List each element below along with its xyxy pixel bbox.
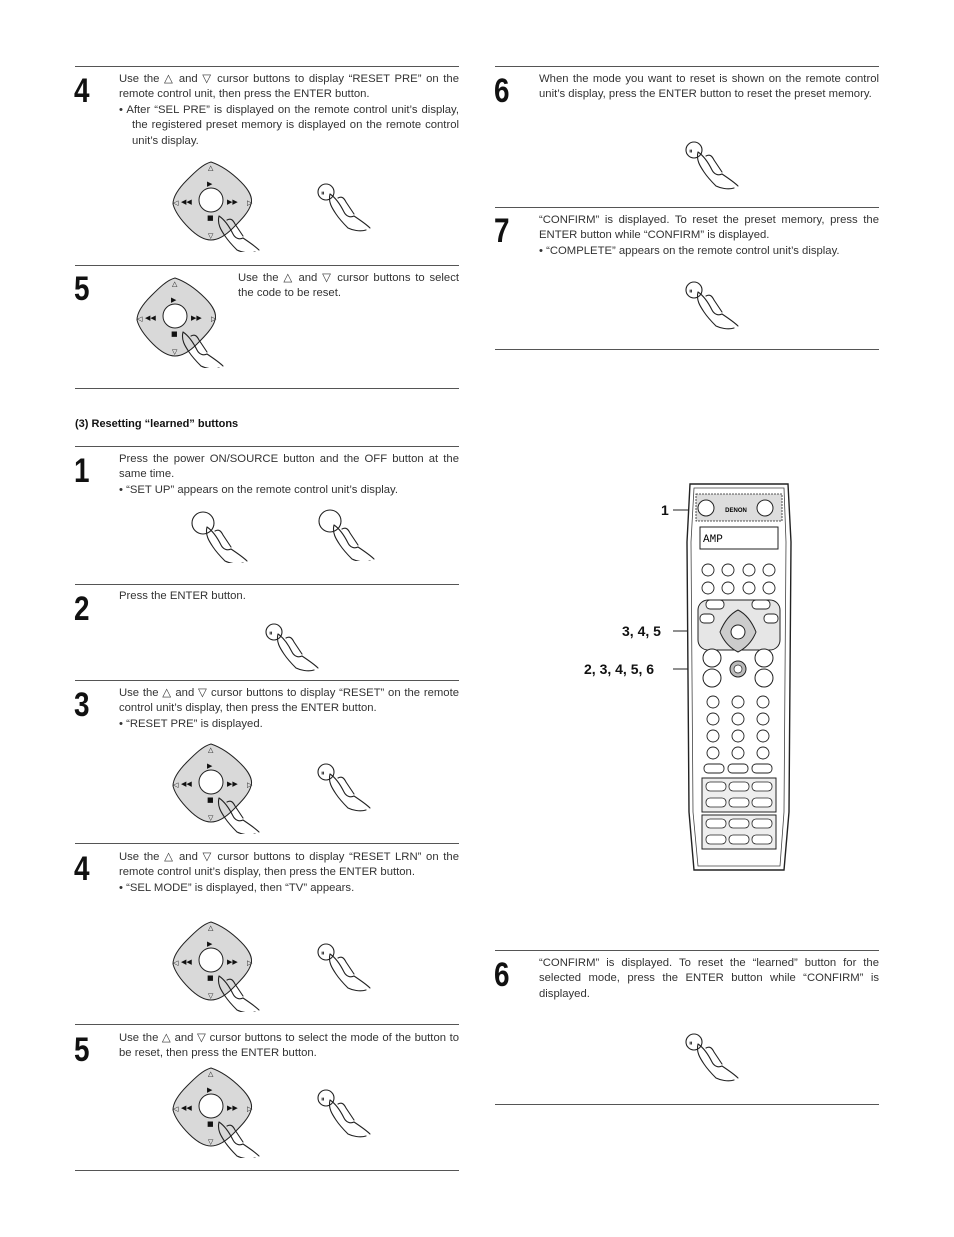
step-number: 4 — [74, 850, 90, 888]
svg-text:△: △ — [172, 280, 178, 288]
finger-press-icon — [329, 194, 370, 231]
enter-button-icon — [316, 762, 376, 819]
svg-text:◁: ◁ — [173, 1105, 179, 1113]
step-number: 5 — [74, 270, 90, 308]
finger-press-icon — [329, 1100, 370, 1137]
step-bullet: • “RESET PRE” is displayed. — [119, 717, 263, 730]
svg-text:⏸: ⏸ — [321, 769, 325, 777]
step-number: 6 — [494, 72, 510, 110]
svg-text:▽: ▽ — [208, 992, 214, 1000]
step-text — [238, 271, 459, 302]
svg-text:◀◀: ◀◀ — [181, 780, 192, 788]
svg-text:⏸: ⏸ — [321, 1095, 325, 1103]
cursor-pad-icon — [171, 742, 261, 839]
svg-text:▷: ▷ — [211, 315, 217, 323]
svg-text:△: △ — [208, 164, 214, 172]
step-instruction: Use the △ and ▽ cursor buttons to display “RESET PRE” on the remote control unit, then press the ENTER button. — [119, 73, 459, 101]
svg-text:▽: ▽ — [172, 348, 178, 356]
step-instruction: “CONFIRM” is displayed. To reset the preset memory, press the ENTER button while “CONFIRM” is displayed. — [539, 214, 879, 242]
cursor-pad-icon — [135, 276, 225, 373]
step-instruction: Use the △ and ▽ cursor buttons to select the code to be reset. — [238, 272, 459, 300]
callout-label: 1 — [661, 502, 669, 518]
svg-text:⏸: ⏸ — [269, 629, 273, 637]
step-instruction: “CONFIRM” is displayed. To reset the “learned” button for the selected mode, press the ENTER button while “CONFIRM” is displayed. — [539, 957, 879, 1000]
step-text — [119, 850, 459, 896]
svg-text:■: ■ — [207, 1120, 214, 1128]
svg-text:△: △ — [208, 924, 214, 932]
svg-text:◀◀: ◀◀ — [145, 314, 156, 322]
svg-text:▽: ▽ — [208, 1138, 214, 1146]
enter-button-icon — [316, 182, 376, 239]
callout-label: 2, 3, 4, 5, 6 — [584, 661, 655, 677]
finger-press-icon — [697, 152, 738, 189]
power-button-icon — [191, 511, 251, 568]
step-number: 1 — [74, 452, 90, 490]
step-text — [119, 686, 459, 732]
svg-text:■: ■ — [207, 214, 214, 222]
svg-text:⏸: ⏸ — [321, 949, 325, 957]
finger-press-icon — [277, 634, 318, 671]
step-text — [119, 72, 459, 149]
svg-text:▽: ▽ — [208, 232, 214, 240]
svg-text:▶: ▶ — [207, 180, 213, 188]
svg-text:■: ■ — [171, 330, 178, 338]
finger-press-icon — [697, 1044, 738, 1081]
svg-text:⏸: ⏸ — [689, 1039, 693, 1047]
svg-text:■: ■ — [207, 974, 214, 982]
svg-text:◁: ◁ — [173, 781, 179, 789]
enter-button-icon — [316, 942, 376, 999]
section-title: (3) Resetting “learned” buttons — [75, 418, 239, 430]
finger-press-icon — [329, 954, 370, 991]
svg-text:▶▶: ▶▶ — [227, 780, 238, 788]
cursor-pad-icon — [171, 920, 261, 1017]
svg-text:◀◀: ◀◀ — [181, 1104, 192, 1112]
enter-button-icon — [316, 1088, 376, 1145]
svg-text:◁: ◁ — [137, 315, 143, 323]
cursor-pad-icon — [171, 160, 261, 257]
svg-text:▷: ▷ — [247, 781, 253, 789]
callout-label: 3, 4, 5 — [622, 623, 661, 639]
enter-button-icon — [684, 280, 744, 337]
svg-text:▶▶: ▶▶ — [191, 314, 202, 322]
step-instruction: Use the △ and ▽ cursor buttons to display “RESET” on the remote control unit’s display, then press the ENTER button. — [119, 687, 459, 715]
svg-text:△: △ — [208, 746, 214, 754]
svg-text:▶▶: ▶▶ — [227, 1104, 238, 1112]
svg-text:▶: ▶ — [207, 1086, 213, 1094]
svg-text:■: ■ — [207, 796, 214, 804]
step-bullet: • “COMPLETE” appears on the remote control unit’s display. — [539, 244, 840, 257]
svg-text:⏸: ⏸ — [689, 287, 693, 295]
svg-text:▶▶: ▶▶ — [227, 958, 238, 966]
svg-text:◁: ◁ — [173, 959, 179, 967]
finger-press-icon — [697, 292, 738, 329]
svg-text:▷: ▷ — [247, 1105, 253, 1113]
step-number: 3 — [74, 686, 90, 724]
step-number: 7 — [494, 212, 510, 250]
svg-text:◀◀: ◀◀ — [181, 198, 192, 206]
step-instruction: Use the △ and ▽ cursor buttons to select the mode of the button to be reset, then press the ENTER button. — [119, 1032, 459, 1060]
svg-text:▽: ▽ — [208, 814, 214, 822]
off-button-icon — [318, 509, 378, 566]
remote-control-icon — [670, 482, 795, 877]
step-text — [119, 1031, 459, 1062]
step-instruction: Press the power ON/SOURCE button and the OFF button at the same time. — [119, 453, 459, 481]
step-bullet: • “SET UP” appears on the remote control unit’s display. — [119, 483, 398, 496]
svg-text:▷: ▷ — [247, 959, 253, 967]
lcd-display: AMP — [703, 534, 723, 546]
svg-text:▶: ▶ — [207, 762, 213, 770]
finger-press-icon — [206, 527, 247, 563]
enter-button-icon — [684, 1032, 744, 1089]
svg-text:▷: ▷ — [247, 199, 253, 207]
step-text — [539, 956, 879, 1002]
step-text — [539, 213, 879, 259]
step-number: 2 — [74, 590, 90, 628]
cursor-pad-icon — [171, 1066, 261, 1163]
svg-text:▶: ▶ — [171, 296, 177, 304]
step-instruction: Use the △ and ▽ cursor buttons to display “RESET LRN” on the remote control unit’s display, then press the ENTER button. — [119, 851, 459, 879]
svg-text:◀◀: ◀◀ — [181, 958, 192, 966]
step-instruction: Press the ENTER button. — [119, 590, 246, 602]
svg-text:▶▶: ▶▶ — [227, 198, 238, 206]
step-text — [119, 452, 459, 498]
svg-text:△: △ — [208, 1070, 214, 1078]
step-number: 6 — [494, 956, 510, 994]
enter-button-icon — [684, 140, 744, 197]
step-instruction: When the mode you want to reset is shown on the remote control unit’s display, press the ENTER button to reset the preset memory. — [539, 73, 879, 101]
step-text — [539, 72, 879, 103]
finger-press-icon — [329, 774, 370, 811]
enter-button-icon — [264, 622, 324, 679]
finger-press-icon — [333, 525, 374, 561]
step-number: 5 — [74, 1031, 90, 1069]
svg-text:▶: ▶ — [207, 940, 213, 948]
svg-text:◁: ◁ — [173, 199, 179, 207]
svg-text:⏸: ⏸ — [689, 147, 693, 155]
step-bullet: • “SEL MODE” is displayed, then “TV” appears. — [119, 881, 355, 894]
step-text — [119, 589, 459, 604]
step-bullet: • After “SEL PRE” is displayed on the remote control unit’s display, the registered preset memory is displayed on the remote control unit’s display. — [119, 103, 459, 147]
step-number: 4 — [74, 72, 90, 110]
brand-logo: DENON — [725, 508, 747, 514]
svg-text:⏸: ⏸ — [321, 189, 325, 197]
